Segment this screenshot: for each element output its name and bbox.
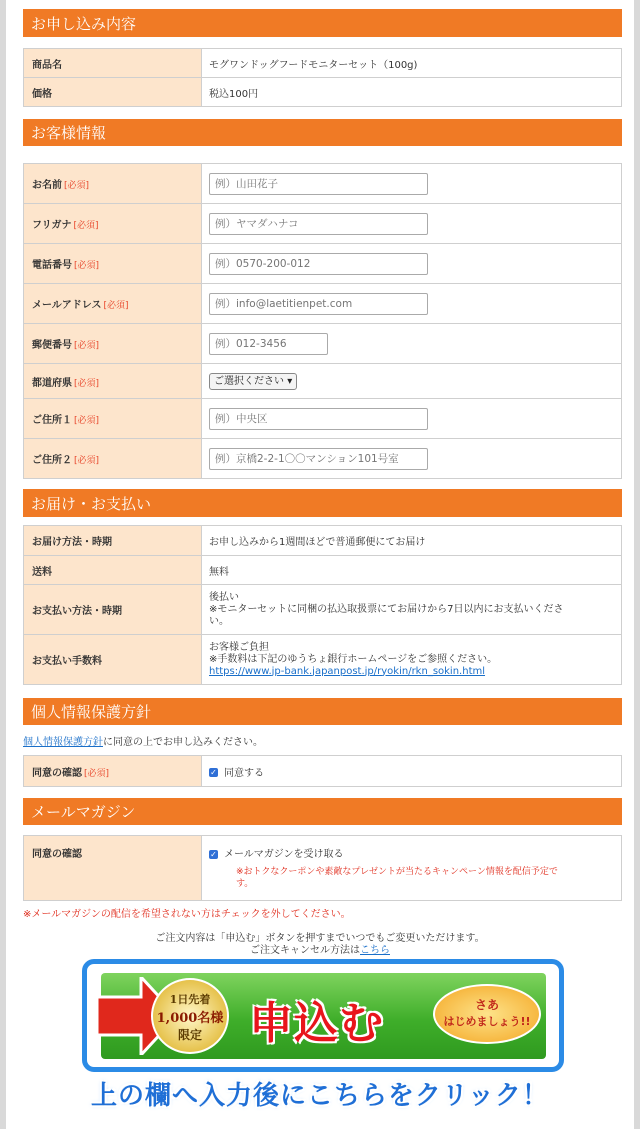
address1-input[interactable] <box>209 408 428 430</box>
privacy-agree-text: 同意する <box>224 767 264 779</box>
click-instruction: 上の欄へ入力後にこちらをクリック！ <box>91 1081 549 1111</box>
start-bubble: さあ はじめましょう!! <box>433 984 541 1044</box>
table-row <box>24 49 622 78</box>
order-change-note: ご注文内容は「申込む」ボタンを押すまでいつでもご変更いただけます。 ご注文キャンセル方法はこちら <box>155 933 485 956</box>
customer-table <box>23 163 622 479</box>
table-row <box>24 635 622 685</box>
mail-section-title: メールマガジン <box>31 803 136 821</box>
delivery-section-title: お届け・お支払い <box>31 494 152 513</box>
table-row <box>24 324 622 364</box>
mail-agree-label: 同意の確認 <box>24 836 202 901</box>
privacy-table <box>23 755 622 787</box>
delivery-table <box>23 525 622 685</box>
email-label: メールアドレス [必須] <box>24 284 202 324</box>
order-section-header <box>23 9 622 37</box>
postal-code-label: 郵便番号 [必須] <box>24 324 202 364</box>
table-row <box>24 585 622 635</box>
apply-banner-frame[interactable] <box>82 959 564 1072</box>
product-name-value: モグワンドッグフードモニターセット（100g) <box>202 49 622 78</box>
mail-uncheck-note: ※メールマガジンの配信を希望されない方はチェックを外してください。 <box>23 909 351 920</box>
furigana-input[interactable] <box>209 213 428 235</box>
payment-fee-label: お支払い手数料 <box>24 635 202 685</box>
privacy-policy-link[interactable]: 個人情報保護方針 <box>23 737 103 748</box>
required-tag: [必須] <box>74 456 100 466</box>
limited-badge: 1日先着 1,000名様 限定 <box>151 978 229 1054</box>
table-row <box>24 164 622 204</box>
delivery-method-value: お申し込みから1週間ほどで普通郵便にてお届け <box>202 526 622 556</box>
shipping-label: 送料 <box>24 556 202 585</box>
phone-input[interactable] <box>209 253 428 275</box>
required-tag: [必須] <box>74 378 100 389</box>
required-tag: [必須] <box>74 416 100 426</box>
payment-fee-value: お客様ご負担 ※手数料は下記のゆうちょ銀行ホームページをご参照ください。 https://www.jp-bank.japanpost.jp/ryokin/rkn_sokin.html <box>202 635 622 685</box>
required-tag: [必須] <box>74 261 100 271</box>
address2-input[interactable] <box>209 448 428 470</box>
mail-agree-text: メールマガジンを受け取る <box>224 849 344 860</box>
customer-section-title: お客様情報 <box>31 124 107 142</box>
privacy-section-header <box>23 698 622 725</box>
table-row <box>24 836 622 901</box>
table-row <box>24 284 622 324</box>
payment-method-value: 後払い ※モニターセットに同梱の払込取扱票にてお届けから7日以内にお支払いくださ い。 <box>202 585 622 635</box>
required-tag: [必須] <box>73 221 99 231</box>
email-input[interactable] <box>209 293 428 315</box>
required-tag: [必須] <box>74 341 100 351</box>
privacy-agree-label: 同意の確認 [必須] <box>24 756 202 787</box>
chevron-down-icon: ▾ <box>287 375 293 387</box>
shipping-value: 無料 <box>202 556 622 585</box>
table-row <box>24 556 622 585</box>
address2-label: ご住所２ [必須] <box>24 439 202 479</box>
table-row <box>24 526 622 556</box>
furigana-label: フリガナ [必須] <box>24 204 202 244</box>
phone-label: 電話番号 [必須] <box>24 244 202 284</box>
product-name-label: 商品名 <box>24 49 202 78</box>
price-label: 価格 <box>24 78 202 107</box>
required-tag: [必須] <box>103 301 129 311</box>
customer-section-header <box>23 119 622 146</box>
required-tag: [必須] <box>84 768 110 779</box>
prefecture-select[interactable]: ご選択ください ▾ <box>209 373 297 390</box>
name-label: お名前 [必須] <box>24 164 202 204</box>
table-row <box>24 244 622 284</box>
table-row <box>24 204 622 244</box>
cancel-method-link[interactable]: こちら <box>360 945 390 956</box>
address1-label: ご住所１ [必須] <box>24 399 202 439</box>
table-row <box>24 439 622 479</box>
mail-table <box>23 835 622 901</box>
table-row <box>24 399 622 439</box>
mail-promo-note: ※おトクなクーポンや素敵なプレゼントが当たるキャンペーン情報を配信予定で す。 <box>236 867 558 889</box>
table-row <box>24 364 622 399</box>
table-row <box>24 78 622 107</box>
name-input[interactable] <box>209 173 428 195</box>
postal-code-input[interactable] <box>209 333 328 355</box>
payment-method-label: お支払い方法・時期 <box>24 585 202 635</box>
japanpost-fee-link[interactable]: https://www.jp-bank.japanpost.jp/ryokin/rkn_sokin.html <box>209 665 486 677</box>
apply-button[interactable] <box>101 973 546 1059</box>
privacy-agree-checkbox[interactable]: ✓ <box>210 768 217 777</box>
table-row <box>24 756 622 787</box>
privacy-note: 個人情報保護方針に同意の上でお申し込みください。 <box>23 737 263 748</box>
mail-section-header <box>23 798 622 825</box>
form-page <box>6 0 634 1129</box>
delivery-method-label: お届け方法・時期 <box>24 526 202 556</box>
apply-button-label: 申込む <box>249 998 384 1049</box>
mail-agree-checkbox[interactable]: ✓ <box>210 849 217 859</box>
required-tag: [必須] <box>64 181 90 191</box>
delivery-section-header <box>23 489 622 517</box>
prefecture-label: 都道府県 [必須] <box>24 364 202 399</box>
order-table <box>23 48 622 107</box>
order-section-title: お申し込み内容 <box>31 14 137 33</box>
privacy-section-title: 個人情報保護方針 <box>31 703 152 721</box>
price-value: 税込100円 <box>202 78 622 107</box>
